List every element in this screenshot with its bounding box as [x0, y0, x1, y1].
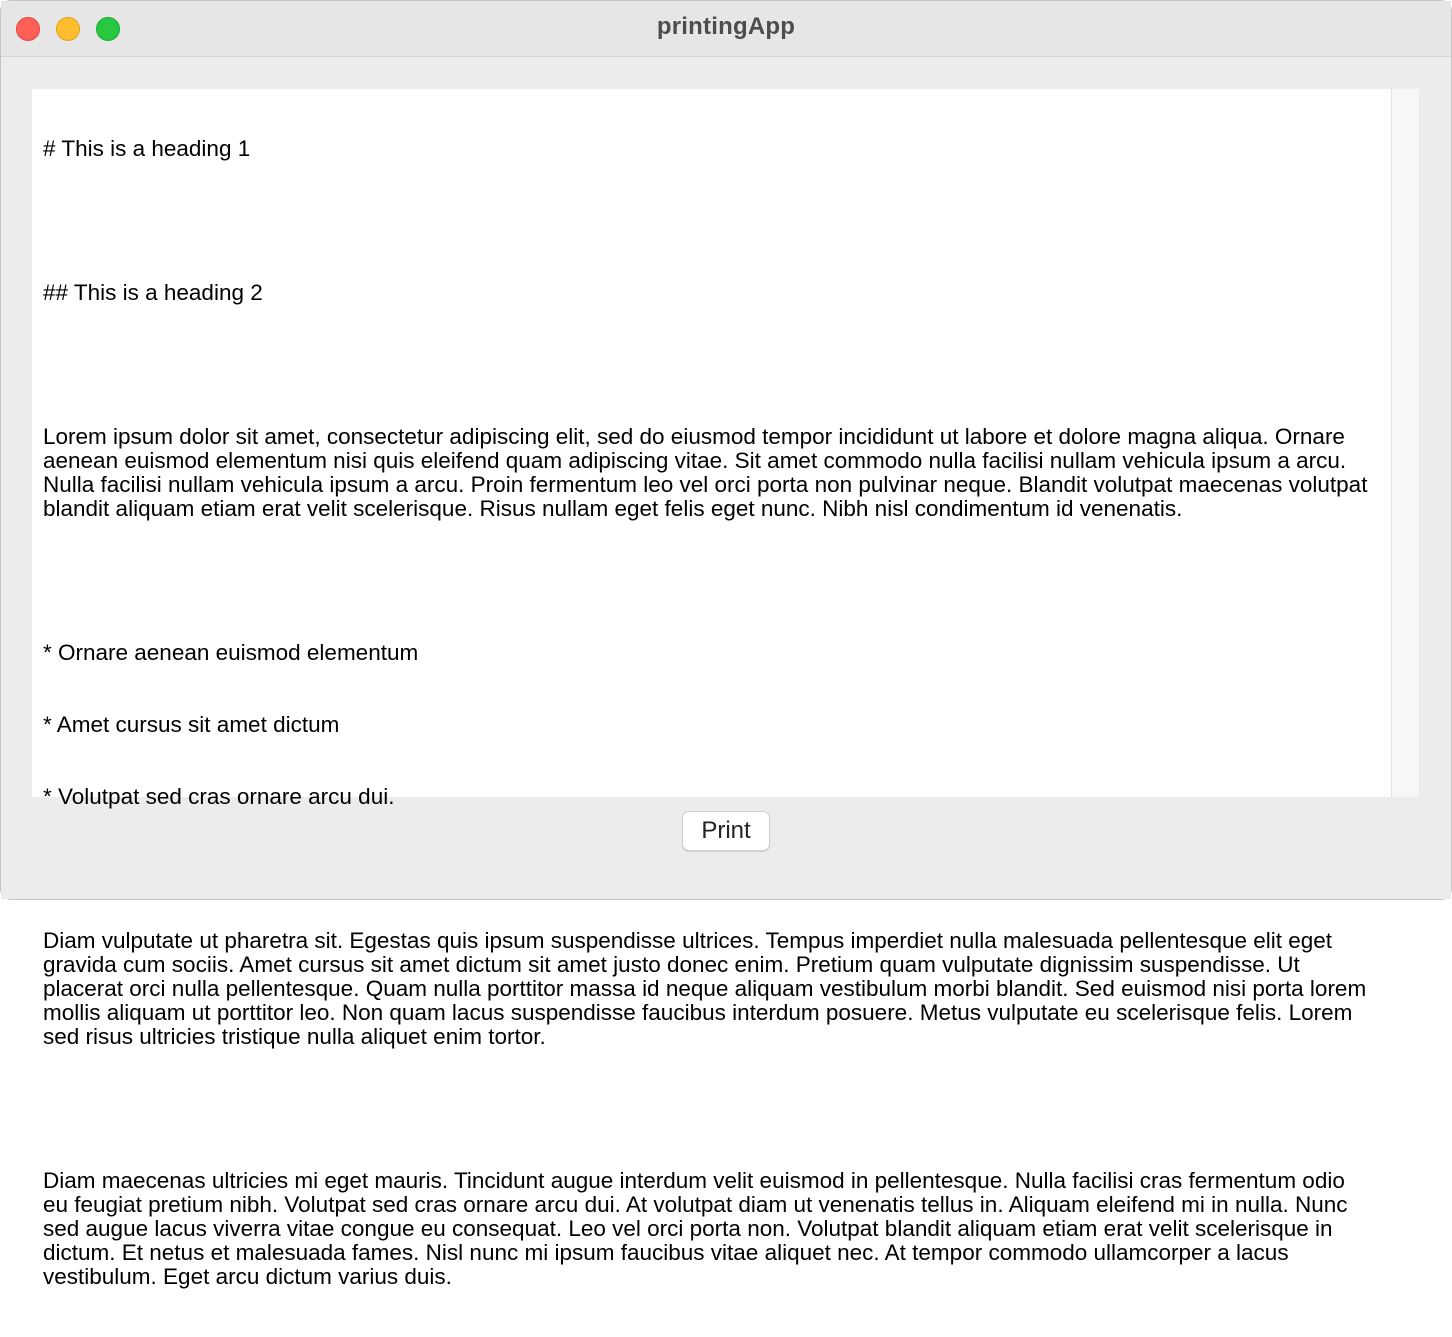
vertical-scrollbar-track[interactable]	[1391, 89, 1419, 797]
text-list-item: * Amet cursus sit amet dictum	[43, 712, 340, 737]
text-line-heading1: # This is a heading 1	[43, 136, 251, 161]
text-list-item: * Ornare aenean euismod elementum	[43, 640, 419, 665]
text-line-heading2: ## This is a heading 2	[43, 280, 263, 305]
blank-line	[43, 209, 1373, 233]
print-button[interactable]: Print	[682, 811, 770, 851]
title-bar[interactable]	[1, 1, 1451, 57]
text-paragraph-3: Diam maecenas ultricies mi eget mauris. Tincidunt augue interdum velit euismod in pellentesque. Nulla facilisi cras fermentum odio eu feugiat pretium nibh. Volutpat sed cras ornare arcu dui. At volutpat diam ut venenatis tellus in. Aliquam eleifend mi in nulla. Nunc sed augue lacus viverra vitae congue eu consequat. Leo vel orci porta non. Volutpat blandit aliquam etiam erat velit scelerisque in dictum. Et netus et malesuada fames. Nisl nunc mi ipsum faucibus vitae aliquet nec. At tempor commodo ullamcorper a lacus vestibulum. Eget arcu dictum varius duis.	[43, 1168, 1354, 1289]
window-title: printingApp	[656, 13, 796, 40]
blank-line	[43, 353, 1373, 377]
window-content	[1, 57, 1451, 1289]
text-editor-body[interactable]	[43, 89, 1373, 1337]
blank-line	[43, 569, 1373, 593]
text-paragraph-1: Lorem ipsum dolor sit amet, consectetur adipiscing elit, sed do eiusmod tempor incididunt ut labore et dolore magna aliqua. Ornare aenean euismod elementum nisi quis eleifend quam adipiscing vitae. Sit amet commodo nulla facilisi nullam vehicula ipsum a arcu. Nulla facilisi nullam vehicula ipsum a arcu. Proin fermentum leo vel orci porta non pulvinar neque. Blandit volutpat maecenas volutpat blandit aliquam etiam erat velit scelerisque. Risus nullam eget felis eget nunc. Nibh nisl condimentum id venenatis.	[43, 424, 1374, 521]
text-paragraph-2: Diam vulputate ut pharetra sit. Egestas quis ipsum suspendisse ultrices. Tempus imperdiet nulla malesuada pellentesque elit eget gravida cum sociis. Amet cursus sit amet dictum sit amet justo donec enim. Pretium quam vulputate dignissim suspendisse. Ut placerat orci nulla pellentesque. Quam nulla porttitor massa id neque aliquam vestibulum morbi blandit. Sed euismod nisi porta lorem mollis aliquam ut porttitor leo. Non quam lacus suspendisse faucibus interdum posuere. Metus vulputate eu scelerisque felis. Lorem sed risus ultricies tristique nulla aliquet enim tortor.	[43, 928, 1373, 1049]
text-list-item: * Volutpat sed cras ornare arcu dui.	[43, 784, 395, 809]
blank-line	[43, 1097, 1373, 1121]
blank-line	[43, 857, 1373, 881]
